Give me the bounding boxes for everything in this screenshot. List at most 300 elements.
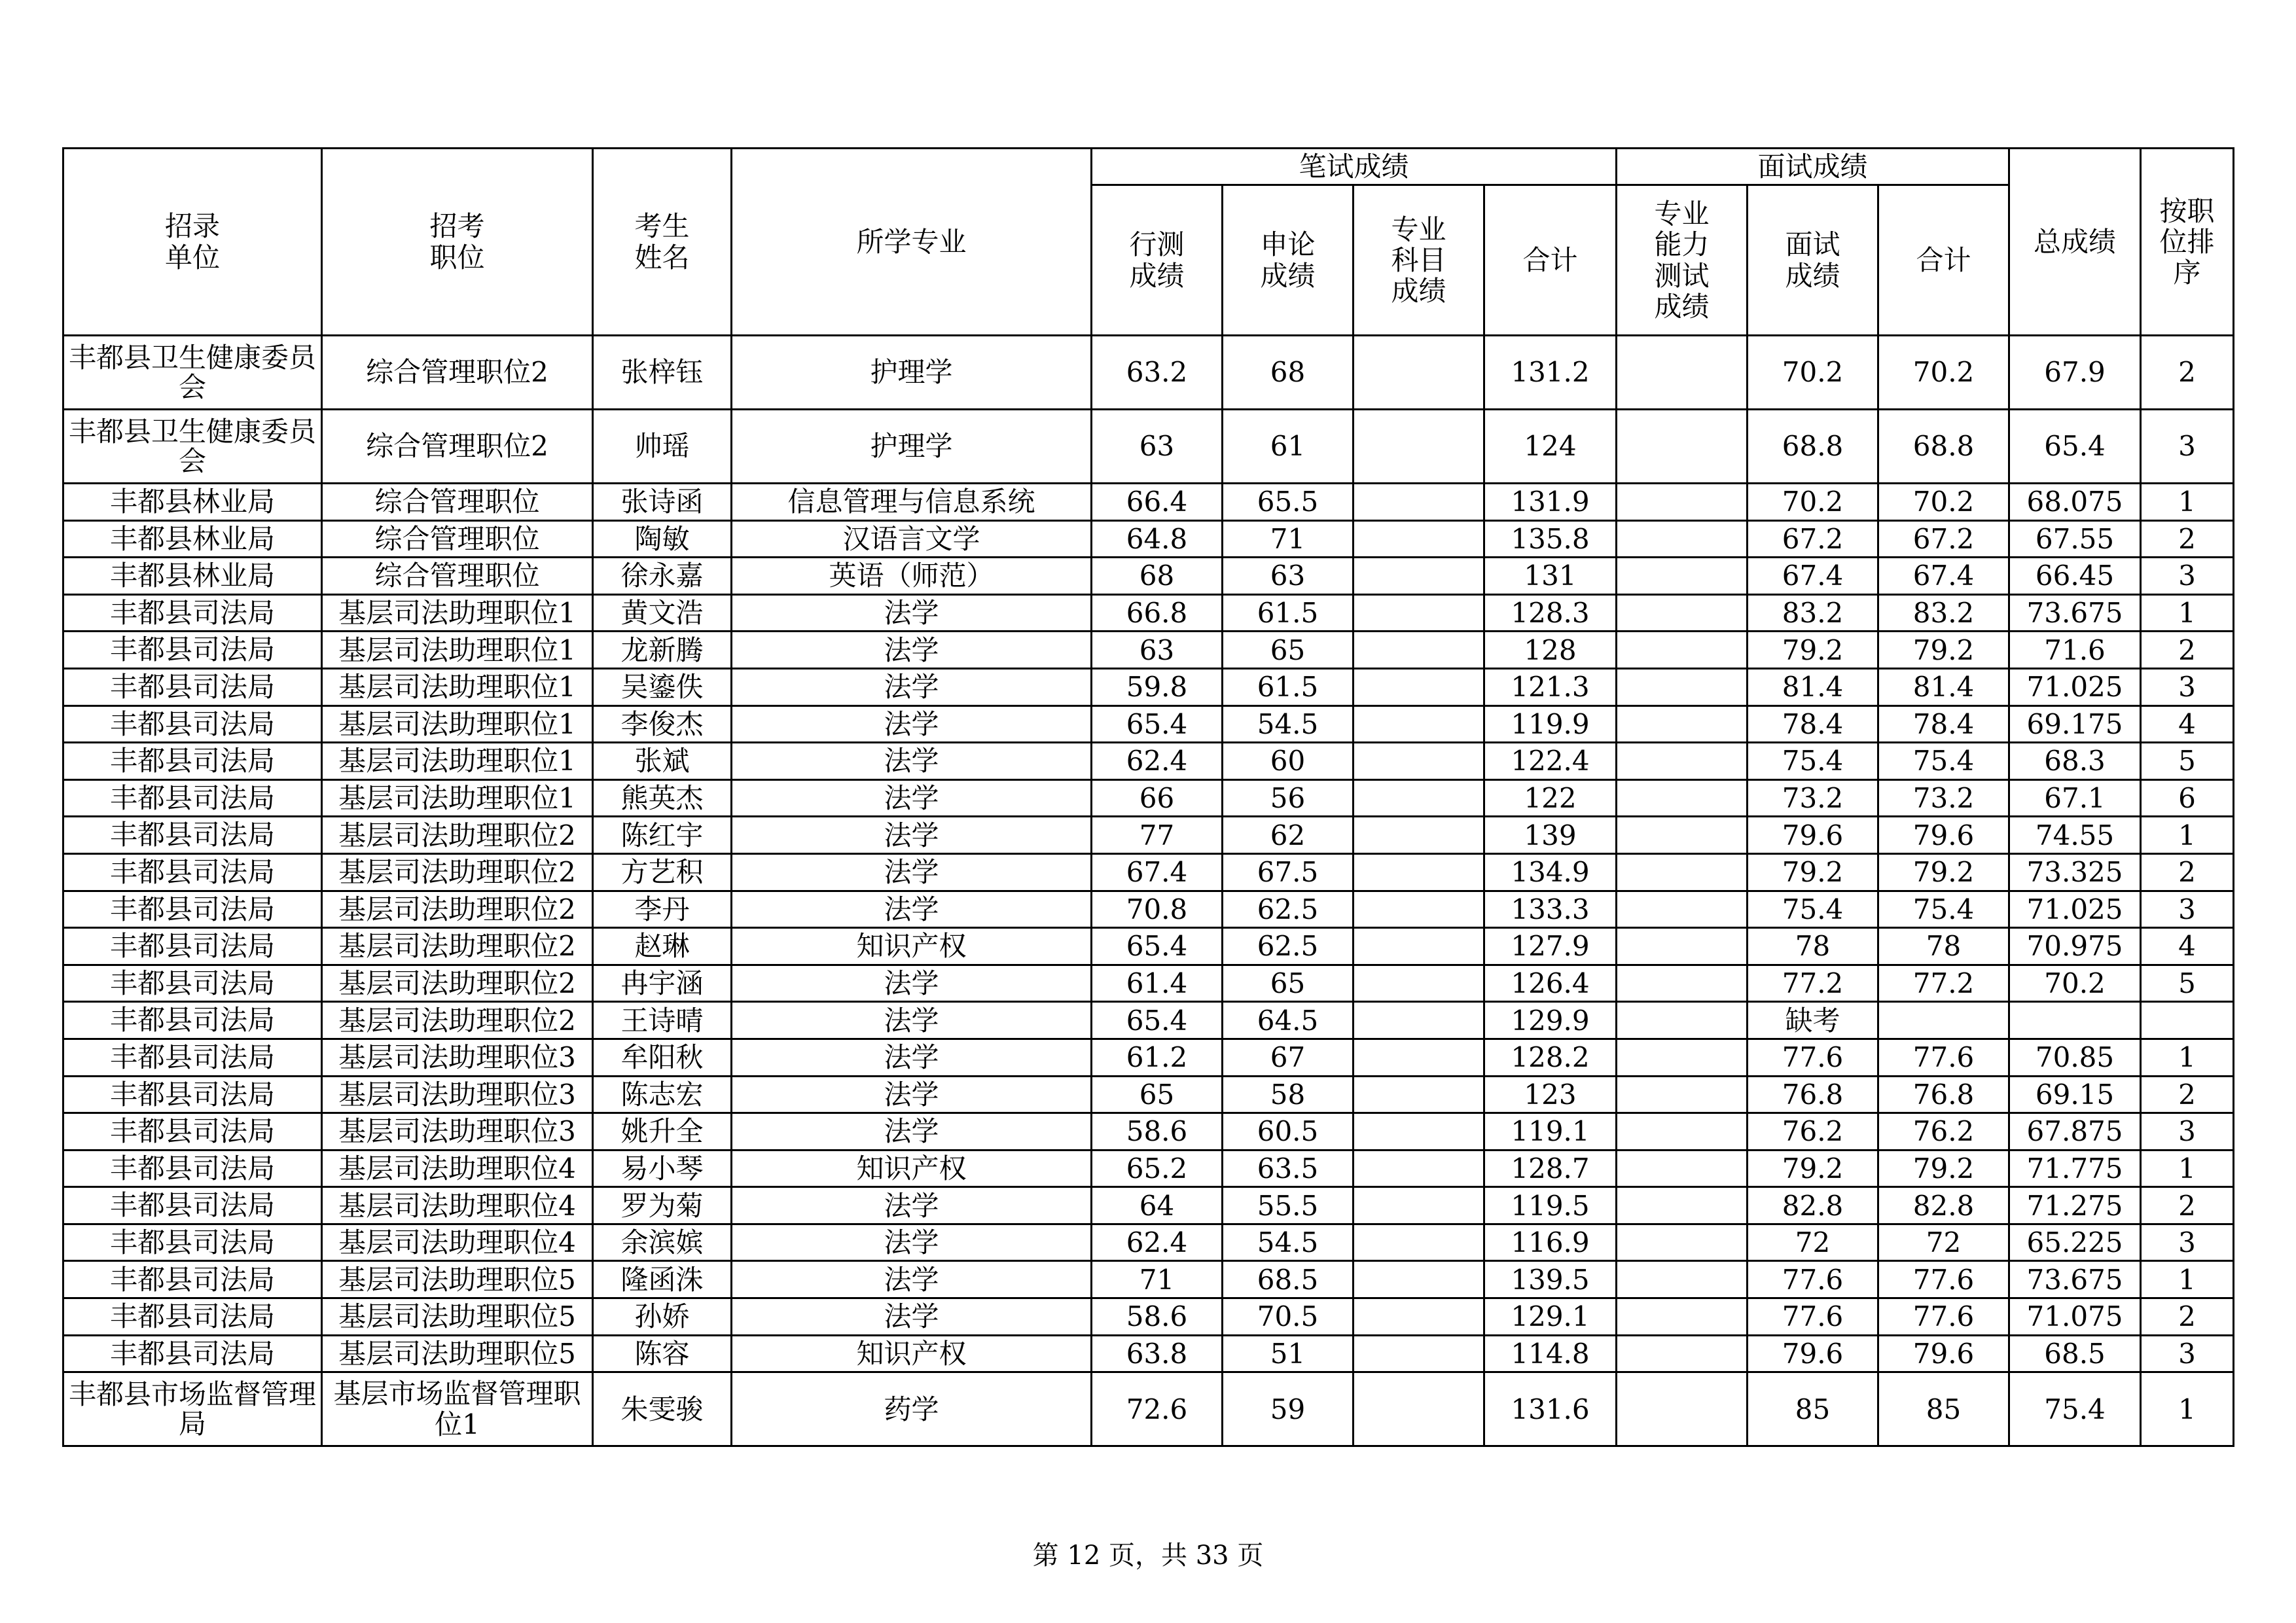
cell-xingce: 72.6 (1092, 1372, 1223, 1446)
cell-written-total: 128.7 (1484, 1150, 1617, 1187)
header-interview-group: 面试成绩 (1617, 149, 2009, 185)
table-row (63, 1372, 2234, 1446)
cell-interview-total: 67.4 (1878, 558, 2009, 595)
table-row (63, 558, 2234, 595)
cell-rank: 2 (2141, 1298, 2234, 1336)
cell-total: 68.075 (2009, 484, 2141, 521)
cell-interview: 85 (1748, 1372, 1878, 1446)
cell-rank: 6 (2141, 779, 2234, 817)
cell-total: 67.9 (2009, 336, 2141, 410)
cell-xingce: 65 (1092, 1076, 1223, 1113)
cell-position: 基层司法助理职位1 (322, 779, 593, 817)
cell-subject (1354, 668, 1484, 705)
cell-subject (1354, 965, 1484, 1002)
cell-interview-total: 77.6 (1878, 1261, 2009, 1298)
cell-subject (1354, 1076, 1484, 1113)
table-row (63, 891, 2234, 928)
cell-interview-total: 68.8 (1878, 410, 2009, 484)
cell-total: 73.675 (2009, 1261, 2141, 1298)
cell-unit: 丰都县司法局 (63, 1150, 322, 1187)
cell-interview-total: 81.4 (1878, 668, 2009, 705)
cell-major: 知识产权 (732, 1335, 1092, 1372)
cell-shenlun: 60 (1223, 743, 1354, 780)
cell-xingce: 65.4 (1092, 1002, 1223, 1039)
cell-interview: 77.2 (1748, 965, 1878, 1002)
cell-xingce: 61.4 (1092, 965, 1223, 1002)
cell-position: 基层司法助理职位3 (322, 1113, 593, 1150)
cell-interview: 82.8 (1748, 1187, 1878, 1224)
cell-xingce: 58.6 (1092, 1298, 1223, 1336)
cell-xingce: 71 (1092, 1261, 1223, 1298)
cell-subject (1354, 743, 1484, 780)
header-shenlun: 申论 成绩 (1223, 185, 1354, 336)
table-row (63, 1224, 2234, 1261)
header-major: 所学专业 (732, 149, 1092, 336)
cell-position: 基层司法助理职位2 (322, 1002, 593, 1039)
cell-rank: 1 (2141, 594, 2234, 632)
cell-name: 陈红宇 (593, 817, 732, 854)
cell-name: 易小琴 (593, 1150, 732, 1187)
cell-subject (1354, 520, 1484, 558)
header-name: 考生 姓名 (593, 149, 732, 336)
cell-unit: 丰都县林业局 (63, 484, 322, 521)
cell-written-total: 131.2 (1484, 336, 1617, 410)
table-row (63, 853, 2234, 891)
cell-name: 陈容 (593, 1335, 732, 1372)
cell-total: 65.4 (2009, 410, 2141, 484)
cell-shenlun: 67.5 (1223, 853, 1354, 891)
cell-interview: 75.4 (1748, 891, 1878, 928)
cell-written-total: 116.9 (1484, 1224, 1617, 1261)
cell-shenlun: 60.5 (1223, 1113, 1354, 1150)
cell-subject (1354, 410, 1484, 484)
cell-written-total: 131.9 (1484, 484, 1617, 521)
cell-total: 69.175 (2009, 705, 2141, 743)
cell-interview-total: 85 (1878, 1372, 2009, 1446)
cell-subject (1354, 632, 1484, 669)
cell-name: 张斌 (593, 743, 732, 780)
cell-interview-total: 79.2 (1878, 632, 2009, 669)
cell-unit: 丰都县司法局 (63, 817, 322, 854)
cell-major: 法学 (732, 705, 1092, 743)
cell-ability (1617, 668, 1748, 705)
cell-interview: 76.2 (1748, 1113, 1878, 1150)
cell-unit: 丰都县司法局 (63, 1261, 322, 1298)
cell-shenlun: 62.5 (1223, 928, 1354, 965)
cell-written-total: 128.3 (1484, 594, 1617, 632)
cell-total: 67.55 (2009, 520, 2141, 558)
cell-ability (1617, 632, 1748, 669)
cell-position: 基层司法助理职位5 (322, 1298, 593, 1336)
cell-xingce: 63 (1092, 410, 1223, 484)
header-written-total: 合计 (1484, 185, 1617, 336)
cell-rank: 1 (2141, 1372, 2234, 1446)
cell-total: 75.4 (2009, 1372, 2141, 1446)
cell-shenlun: 61 (1223, 410, 1354, 484)
cell-interview-total: 70.2 (1878, 484, 2009, 521)
cell-position: 基层司法助理职位1 (322, 632, 593, 669)
cell-shenlun: 65 (1223, 965, 1354, 1002)
cell-total: 69.15 (2009, 1076, 2141, 1113)
cell-rank: 3 (2141, 1335, 2234, 1372)
cell-ability (1617, 743, 1748, 780)
cell-rank: 3 (2141, 558, 2234, 595)
cell-subject (1354, 891, 1484, 928)
cell-position: 基层司法助理职位2 (322, 928, 593, 965)
cell-unit: 丰都县司法局 (63, 965, 322, 1002)
cell-xingce: 77 (1092, 817, 1223, 854)
table-row (63, 410, 2234, 484)
cell-interview: 67.2 (1748, 520, 1878, 558)
cell-position: 基层司法助理职位1 (322, 705, 593, 743)
table-row (63, 594, 2234, 632)
cell-major: 法学 (732, 668, 1092, 705)
cell-ability (1617, 1039, 1748, 1076)
cell-major: 法学 (732, 779, 1092, 817)
cell-subject (1354, 853, 1484, 891)
cell-shenlun: 54.5 (1223, 705, 1354, 743)
cell-position: 综合管理职位2 (322, 336, 593, 410)
cell-interview-total: 75.4 (1878, 891, 2009, 928)
cell-interview: 78 (1748, 928, 1878, 965)
cell-interview: 79.6 (1748, 817, 1878, 854)
cell-total: 71.775 (2009, 1150, 2141, 1187)
table-row (63, 632, 2234, 669)
cell-subject (1354, 594, 1484, 632)
cell-interview-total: 77.6 (1878, 1039, 2009, 1076)
cell-interview: 78.4 (1748, 705, 1878, 743)
cell-total: 70.85 (2009, 1039, 2141, 1076)
cell-unit: 丰都县司法局 (63, 1076, 322, 1113)
cell-shenlun: 62 (1223, 817, 1354, 854)
cell-written-total: 119.1 (1484, 1113, 1617, 1150)
cell-unit: 丰都县市场监督管理局 (63, 1372, 322, 1446)
cell-written-total: 131 (1484, 558, 1617, 595)
cell-xingce: 65.4 (1092, 705, 1223, 743)
cell-xingce: 59.8 (1092, 668, 1223, 705)
cell-shenlun: 62.5 (1223, 891, 1354, 928)
cell-position: 基层司法助理职位4 (322, 1187, 593, 1224)
cell-name: 帅瑶 (593, 410, 732, 484)
cell-xingce: 67.4 (1092, 853, 1223, 891)
cell-rank: 1 (2141, 484, 2234, 521)
cell-interview-total: 79.2 (1878, 853, 2009, 891)
cell-written-total: 128 (1484, 632, 1617, 669)
cell-rank: 1 (2141, 817, 2234, 854)
cell-ability (1617, 558, 1748, 595)
cell-total: 68.3 (2009, 743, 2141, 780)
cell-ability (1617, 891, 1748, 928)
cell-position: 综合管理职位 (322, 520, 593, 558)
cell-written-total: 121.3 (1484, 668, 1617, 705)
cell-written-total: 139.5 (1484, 1261, 1617, 1298)
cell-unit: 丰都县卫生健康委员会 (63, 410, 322, 484)
cell-interview-total: 75.4 (1878, 743, 2009, 780)
cell-subject (1354, 1187, 1484, 1224)
cell-ability (1617, 1002, 1748, 1039)
header-subject: 专业 科目 成绩 (1354, 185, 1484, 336)
cell-written-total: 134.9 (1484, 853, 1617, 891)
cell-major: 法学 (732, 1187, 1092, 1224)
cell-written-total: 128.2 (1484, 1039, 1617, 1076)
cell-position: 基层司法助理职位3 (322, 1039, 593, 1076)
cell-interview-total: 83.2 (1878, 594, 2009, 632)
cell-ability (1617, 928, 1748, 965)
score-table (62, 147, 2234, 1447)
cell-interview: 73.2 (1748, 779, 1878, 817)
cell-subject (1354, 705, 1484, 743)
table-row (63, 817, 2234, 854)
header-unit: 招录 单位 (63, 149, 322, 336)
cell-subject (1354, 1002, 1484, 1039)
cell-name: 徐永嘉 (593, 558, 732, 595)
cell-unit: 丰都县司法局 (63, 1002, 322, 1039)
cell-shenlun: 61.5 (1223, 594, 1354, 632)
cell-interview-total: 82.8 (1878, 1187, 2009, 1224)
cell-rank: 3 (2141, 410, 2234, 484)
cell-major: 护理学 (732, 410, 1092, 484)
page-number: 第 12 页，共 33 页 (1032, 1541, 1264, 1571)
cell-position: 基层司法助理职位5 (322, 1335, 593, 1372)
cell-interview-total: 70.2 (1878, 336, 2009, 410)
cell-shenlun: 65.5 (1223, 484, 1354, 521)
cell-ability (1617, 965, 1748, 1002)
cell-interview: 77.6 (1748, 1039, 1878, 1076)
cell-written-total: 119.9 (1484, 705, 1617, 743)
cell-major: 知识产权 (732, 1150, 1092, 1187)
cell-unit: 丰都县卫生健康委员会 (63, 336, 322, 410)
cell-position: 综合管理职位 (322, 558, 593, 595)
header-ability: 专业 能力 测试 成绩 (1617, 185, 1748, 336)
cell-interview-total (1878, 1002, 2009, 1039)
cell-ability (1617, 1113, 1748, 1150)
cell-unit: 丰都县司法局 (63, 743, 322, 780)
cell-rank: 1 (2141, 1150, 2234, 1187)
cell-xingce: 64 (1092, 1187, 1223, 1224)
table-row (63, 520, 2234, 558)
cell-rank: 1 (2141, 1039, 2234, 1076)
cell-name: 隆函洙 (593, 1261, 732, 1298)
cell-shenlun: 65 (1223, 632, 1354, 669)
cell-written-total: 131.6 (1484, 1372, 1617, 1446)
cell-total: 65.225 (2009, 1224, 2141, 1261)
cell-total (2009, 1002, 2141, 1039)
cell-total: 70.2 (2009, 965, 2141, 1002)
cell-interview: 缺考 (1748, 1002, 1878, 1039)
cell-unit: 丰都县司法局 (63, 1113, 322, 1150)
table-row (63, 1335, 2234, 1372)
cell-major: 法学 (732, 594, 1092, 632)
cell-unit: 丰都县林业局 (63, 558, 322, 595)
cell-subject (1354, 1039, 1484, 1076)
cell-unit: 丰都县司法局 (63, 668, 322, 705)
cell-subject (1354, 1298, 1484, 1336)
cell-ability (1617, 1298, 1748, 1336)
cell-interview: 79.2 (1748, 853, 1878, 891)
cell-subject (1354, 484, 1484, 521)
cell-written-total: 114.8 (1484, 1335, 1617, 1372)
cell-name: 王诗晴 (593, 1002, 732, 1039)
cell-xingce: 64.8 (1092, 520, 1223, 558)
cell-unit: 丰都县司法局 (63, 1187, 322, 1224)
cell-subject (1354, 817, 1484, 854)
cell-ability (1617, 705, 1748, 743)
cell-subject (1354, 928, 1484, 965)
cell-unit: 丰都县司法局 (63, 779, 322, 817)
cell-position: 综合管理职位2 (322, 410, 593, 484)
cell-total: 71.275 (2009, 1187, 2141, 1224)
cell-shenlun: 51 (1223, 1335, 1354, 1372)
cell-ability (1617, 817, 1748, 854)
cell-name: 罗为菊 (593, 1187, 732, 1224)
cell-rank: 2 (2141, 336, 2234, 410)
cell-subject (1354, 1372, 1484, 1446)
cell-rank: 3 (2141, 668, 2234, 705)
cell-rank: 2 (2141, 520, 2234, 558)
cell-name: 吴鎏佚 (593, 668, 732, 705)
cell-unit: 丰都县司法局 (63, 891, 322, 928)
cell-major: 汉语言文学 (732, 520, 1092, 558)
table-row (63, 1076, 2234, 1113)
cell-position: 基层司法助理职位2 (322, 817, 593, 854)
cell-major: 法学 (732, 1261, 1092, 1298)
cell-written-total: 133.3 (1484, 891, 1617, 928)
cell-name: 冉宇涵 (593, 965, 732, 1002)
cell-xingce: 58.6 (1092, 1113, 1223, 1150)
cell-rank: 5 (2141, 965, 2234, 1002)
header-interview-total: 合计 (1878, 185, 2009, 336)
cell-total: 66.45 (2009, 558, 2141, 595)
cell-name: 黄文浩 (593, 594, 732, 632)
cell-shenlun: 64.5 (1223, 1002, 1354, 1039)
cell-interview: 77.6 (1748, 1261, 1878, 1298)
header-xingce: 行测 成绩 (1092, 185, 1223, 336)
cell-position: 基层司法助理职位4 (322, 1224, 593, 1261)
cell-unit: 丰都县司法局 (63, 1039, 322, 1076)
cell-shenlun: 55.5 (1223, 1187, 1354, 1224)
cell-written-total: 135.8 (1484, 520, 1617, 558)
cell-written-total: 129.1 (1484, 1298, 1617, 1336)
cell-position: 基层司法助理职位2 (322, 891, 593, 928)
cell-interview: 79.2 (1748, 1150, 1878, 1187)
cell-total: 71.6 (2009, 632, 2141, 669)
cell-name: 方艺积 (593, 853, 732, 891)
cell-written-total: 119.5 (1484, 1187, 1617, 1224)
cell-ability (1617, 1076, 1748, 1113)
cell-interview: 76.8 (1748, 1076, 1878, 1113)
cell-name: 余滨嫔 (593, 1224, 732, 1261)
cell-position: 基层司法助理职位4 (322, 1150, 593, 1187)
cell-ability (1617, 853, 1748, 891)
cell-shenlun: 67 (1223, 1039, 1354, 1076)
cell-major: 法学 (732, 817, 1092, 854)
cell-position: 基层司法助理职位1 (322, 743, 593, 780)
cell-total: 73.675 (2009, 594, 2141, 632)
cell-rank: 2 (2141, 632, 2234, 669)
cell-written-total: 122 (1484, 779, 1617, 817)
cell-xingce: 62.4 (1092, 1224, 1223, 1261)
cell-interview: 81.4 (1748, 668, 1878, 705)
cell-unit: 丰都县林业局 (63, 520, 322, 558)
cell-rank: 1 (2141, 1261, 2234, 1298)
cell-major: 药学 (732, 1372, 1092, 1446)
cell-subject (1354, 1113, 1484, 1150)
cell-interview-total: 72 (1878, 1224, 2009, 1261)
cell-name: 陶敏 (593, 520, 732, 558)
header-position: 招考 职位 (322, 149, 593, 336)
cell-total: 71.075 (2009, 1298, 2141, 1336)
cell-interview: 70.2 (1748, 484, 1878, 521)
cell-shenlun: 68.5 (1223, 1261, 1354, 1298)
cell-major: 法学 (732, 1224, 1092, 1261)
cell-interview-total: 79.6 (1878, 1335, 2009, 1372)
cell-position: 基层司法助理职位5 (322, 1261, 593, 1298)
cell-interview: 70.2 (1748, 336, 1878, 410)
cell-shenlun: 63 (1223, 558, 1354, 595)
cell-interview-total: 79.2 (1878, 1150, 2009, 1187)
cell-shenlun: 61.5 (1223, 668, 1354, 705)
cell-xingce: 65.2 (1092, 1150, 1223, 1187)
table-row (63, 779, 2234, 817)
table-row (63, 1187, 2234, 1224)
cell-ability (1617, 1335, 1748, 1372)
cell-name: 赵琳 (593, 928, 732, 965)
cell-interview-total: 73.2 (1878, 779, 2009, 817)
cell-shenlun: 56 (1223, 779, 1354, 817)
cell-interview-total: 76.2 (1878, 1113, 2009, 1150)
cell-unit: 丰都县司法局 (63, 1224, 322, 1261)
header-interview: 面试 成绩 (1748, 185, 1878, 336)
cell-xingce: 63.8 (1092, 1335, 1223, 1372)
cell-major: 法学 (732, 1113, 1092, 1150)
cell-total: 73.325 (2009, 853, 2141, 891)
cell-shenlun: 59 (1223, 1372, 1354, 1446)
cell-rank: 3 (2141, 1113, 2234, 1150)
cell-unit: 丰都县司法局 (63, 1335, 322, 1372)
cell-total: 74.55 (2009, 817, 2141, 854)
table-row (63, 1150, 2234, 1187)
table-row (63, 484, 2234, 521)
cell-ability (1617, 1150, 1748, 1187)
cell-major: 法学 (732, 632, 1092, 669)
cell-major: 法学 (732, 853, 1092, 891)
cell-xingce: 70.8 (1092, 891, 1223, 928)
cell-total: 68.5 (2009, 1335, 2141, 1372)
cell-ability (1617, 484, 1748, 521)
cell-position: 综合管理职位 (322, 484, 593, 521)
table-row (63, 928, 2234, 965)
cell-unit: 丰都县司法局 (63, 594, 322, 632)
cell-major: 信息管理与信息系统 (732, 484, 1092, 521)
cell-interview: 68.8 (1748, 410, 1878, 484)
cell-major: 法学 (732, 1039, 1092, 1076)
cell-xingce: 61.2 (1092, 1039, 1223, 1076)
cell-position: 基层司法助理职位2 (322, 853, 593, 891)
cell-total: 71.025 (2009, 891, 2141, 928)
cell-rank: 2 (2141, 1076, 2234, 1113)
cell-rank (2141, 1002, 2234, 1039)
cell-xingce: 68 (1092, 558, 1223, 595)
cell-rank: 2 (2141, 1187, 2234, 1224)
cell-major: 法学 (732, 1076, 1092, 1113)
table-row (63, 743, 2234, 780)
cell-rank: 3 (2141, 891, 2234, 928)
cell-interview: 79.6 (1748, 1335, 1878, 1372)
cell-ability (1617, 1224, 1748, 1261)
cell-ability (1617, 1372, 1748, 1446)
cell-rank: 5 (2141, 743, 2234, 780)
cell-interview: 72 (1748, 1224, 1878, 1261)
